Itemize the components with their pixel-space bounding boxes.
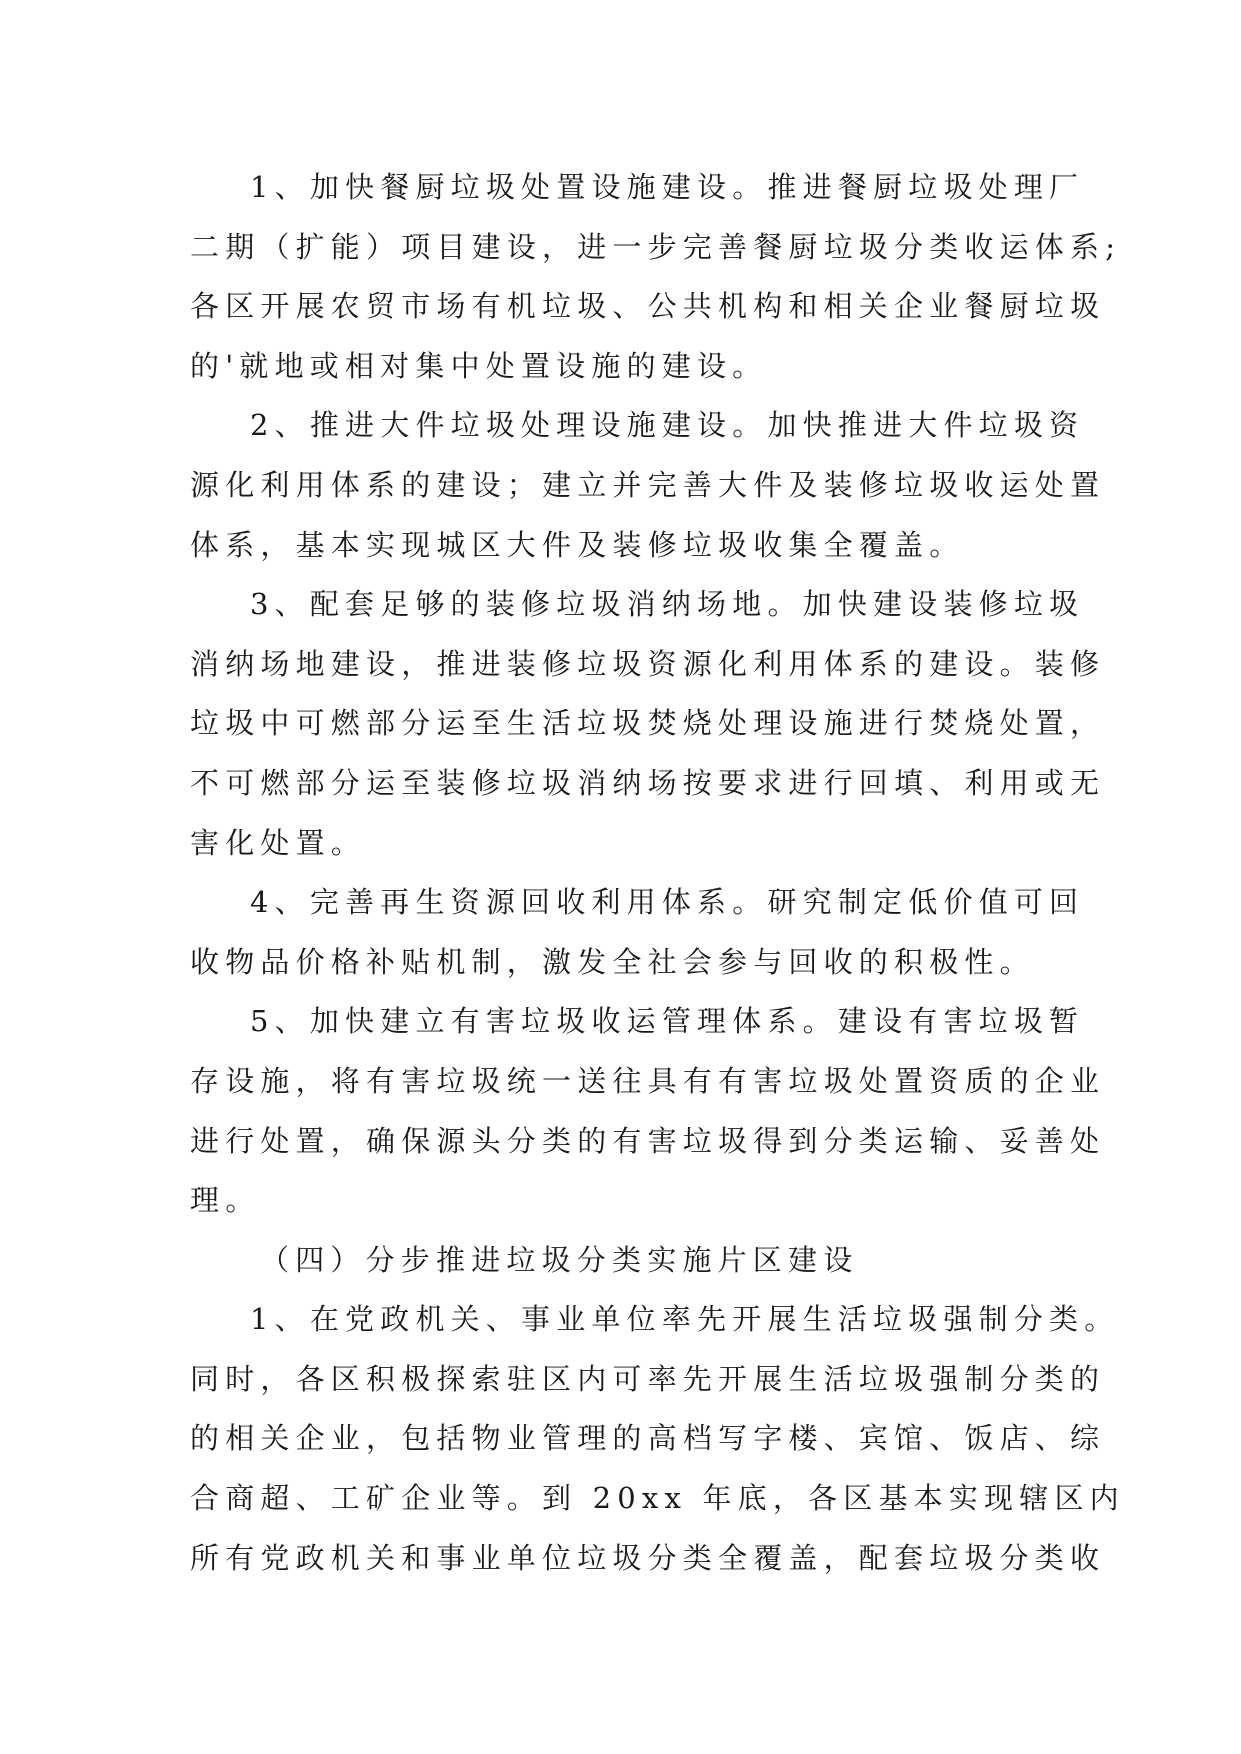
text-line: 害化处置。 — [190, 825, 367, 860]
text-line: 体系，基本实现城区大件及装修垃圾收集全覆盖。 — [190, 527, 965, 562]
text-line: 不可燃部分运至装修垃圾消纳场按要求进行回填、利用或无 — [190, 765, 1106, 800]
text-line: 的'就地或相对集中处置设施的建设。 — [190, 348, 768, 383]
text-line: 理。 — [190, 1183, 261, 1218]
text-line: 1、在党政机关、事业单位率先开展生活垃圾强制分类。 — [250, 1302, 1120, 1337]
document-body — [190, 158, 1125, 1588]
text-line: 消纳场地建设，推进装修垃圾资源化利用体系的建设。装修 — [190, 646, 1106, 681]
text-line: 源化利用体系的建设；建立并完善大件及装修垃圾收运处置 — [190, 467, 1106, 502]
section-heading: （四）分步推进垃圾分类实施片区建设 — [260, 1242, 859, 1277]
text-line: 各区开展农贸市场有机垃圾、公共机构和相关企业餐厨垃圾 — [190, 289, 1106, 324]
text-line: 所有党政机关和事业单位垃圾分类全覆盖，配套垃圾分类收 — [190, 1540, 1106, 1575]
text-line: 的相关企业，包括物业管理的高档写字楼、宾馆、饭店、综 — [190, 1421, 1106, 1456]
text-line: 4、完善再生资源回收利用体系。研究制定低价值可回 — [250, 885, 1085, 920]
text-line: 二期（扩能）项目建设，进一步完善餐厨垃圾分类收运体系; — [190, 229, 1122, 264]
text-line: 5、加快建立有害垃圾收运管理体系。建设有害垃圾暂 — [250, 1004, 1085, 1039]
text-line: 进行处置，确保源头分类的有害垃圾得到分类运输、妥善处 — [190, 1123, 1106, 1158]
text-line: 合商超、工矿企业等。到 20xx 年底，各区基本实现辖区内 — [190, 1481, 1125, 1516]
text-line: 垃圾中可燃部分运至生活垃圾焚烧处理设施进行焚烧处置， — [190, 706, 1106, 741]
text-line: 存设施，将有害垃圾统一送往具有有害垃圾处置资质的企业 — [190, 1063, 1106, 1098]
text-line: 2、推进大件垃圾处理设施建设。加快推进大件垃圾资 — [250, 408, 1085, 443]
text-line: 1、加快餐厨垃圾处置设施建设。推进餐厨垃圾处理厂 — [250, 170, 1085, 204]
text-line: 收物品价格补贴机制，激发全社会参与回收的积极性。 — [190, 944, 1035, 979]
text-line: 同时，各区积极探索驻区内可率先开展生活垃圾强制分类的 — [190, 1361, 1106, 1396]
text-line: 3、配套足够的装修垃圾消纳场地。加快建设装修垃圾 — [250, 587, 1085, 622]
